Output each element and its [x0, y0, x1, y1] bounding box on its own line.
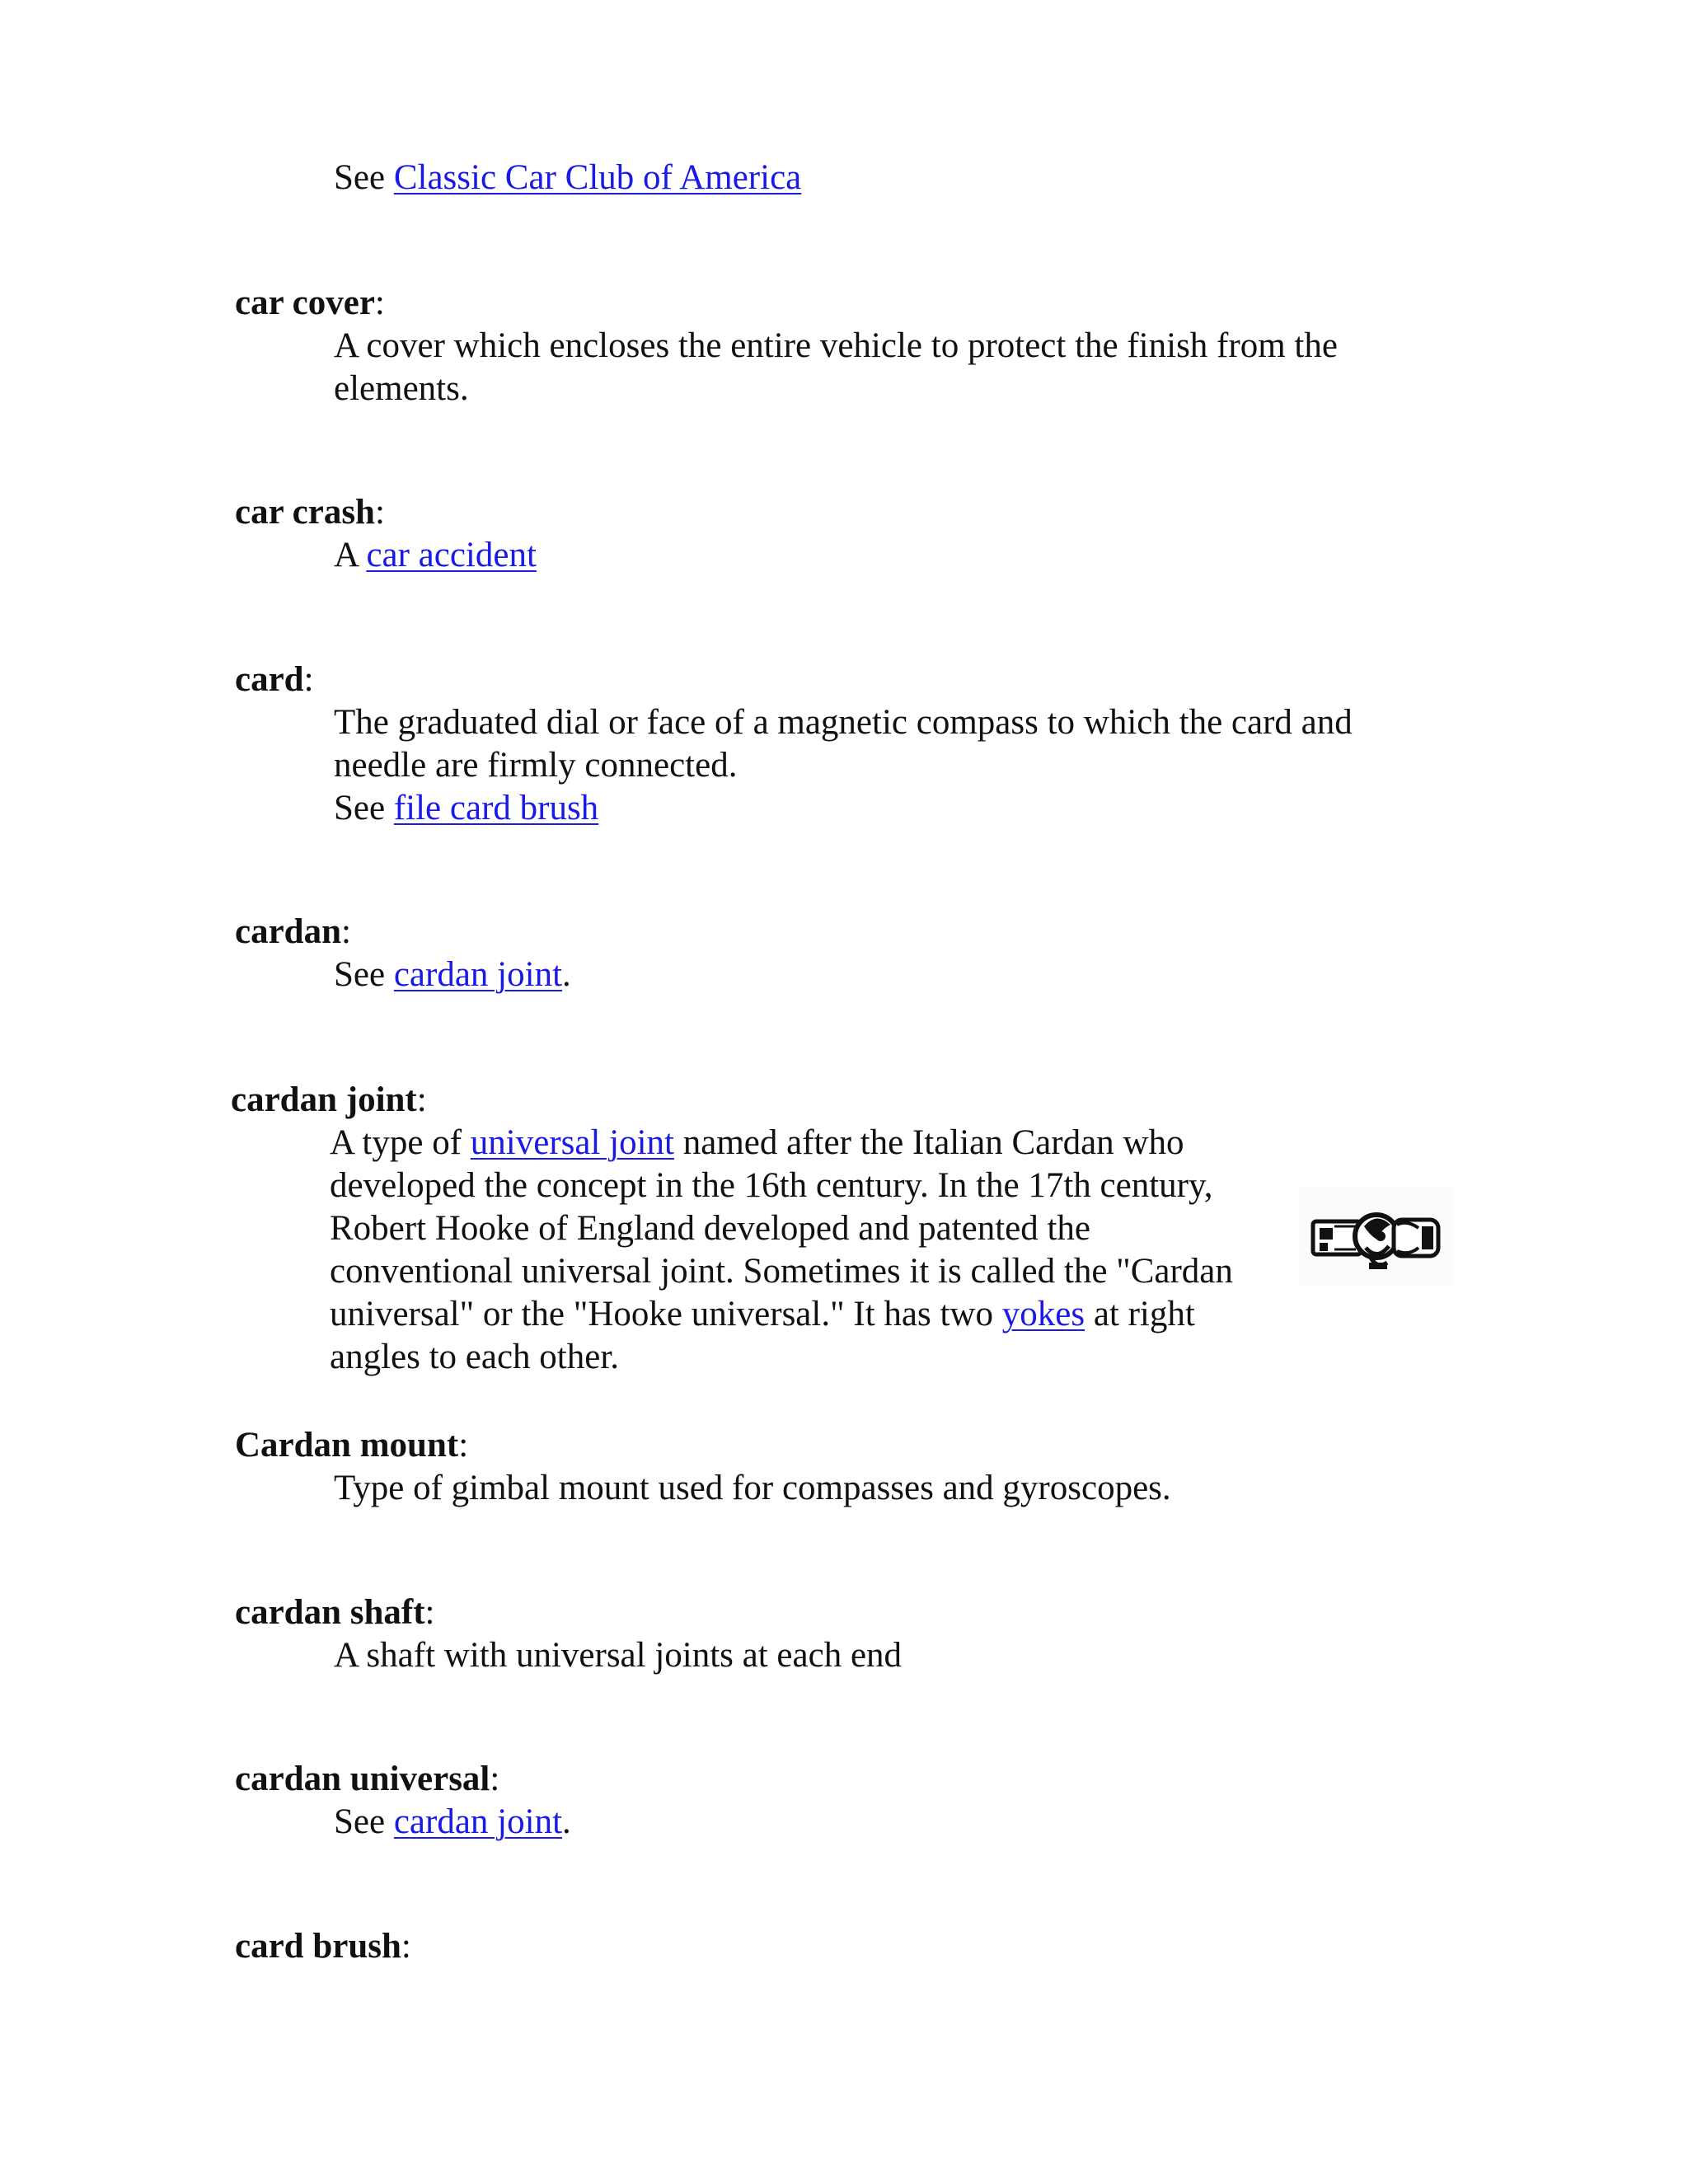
definition-prefix: A [334, 536, 367, 574]
definition-line [330, 1293, 1195, 1336]
term-label: car cover [235, 284, 375, 322]
definition-line: Type of gimbal mount used for compasses and gyroscopes. [334, 1469, 1171, 1507]
car-accident-link[interactable]: car accident [366, 536, 537, 574]
term-colon: : [341, 912, 351, 951]
term-colon: : [303, 660, 314, 699]
definition-line: elements. [334, 369, 469, 408]
universal-joint-link[interactable]: universal joint [470, 1123, 675, 1162]
see-text: See [334, 955, 394, 994]
universal-joint-image [1298, 1187, 1455, 1286]
term-car-crash [235, 491, 385, 534]
term-cardan-joint [231, 1079, 427, 1122]
term-label: cardan universal [235, 1760, 490, 1798]
term-colon: : [490, 1760, 500, 1798]
definition-see-line [334, 787, 598, 830]
universal-joint-icon [1298, 1187, 1455, 1286]
definition-prefix: universal" or the "Hooke universal." It has two [330, 1295, 1002, 1333]
definition-prefix: A type of [330, 1123, 471, 1162]
term-label: car crash [235, 493, 375, 532]
see-text: See [334, 1802, 394, 1841]
definition-line: developed the concept in the 16th century. In the 17th century, [330, 1166, 1213, 1205]
see-text: See [334, 789, 394, 827]
term-colon: : [401, 1927, 411, 1966]
term-cardan-mount [235, 1424, 468, 1467]
definition-line [330, 1122, 1184, 1165]
term-colon: : [374, 493, 385, 532]
term-label: cardan joint [231, 1080, 417, 1119]
term-label: card [235, 660, 304, 699]
definition-line: A cover which encloses the entire vehicle to protect the finish from the [334, 326, 1338, 365]
term-car-cover [235, 282, 385, 325]
term-label: Cardan mount [235, 1426, 459, 1465]
term-cardan-shaft [235, 1591, 435, 1634]
intro-see-line [334, 157, 801, 199]
definition-see-line [334, 954, 571, 996]
term-label: cardan [235, 912, 341, 951]
term-colon: : [458, 1426, 469, 1465]
definition-suffix: at right [1085, 1295, 1195, 1333]
definition-line: angles to each other. [330, 1338, 620, 1376]
definition-line: conventional universal joint. Sometimes it is called the "Cardan [330, 1252, 1233, 1291]
definition-suffix: named after the Italian Cardan who [674, 1123, 1184, 1162]
definition-line: The graduated dial or face of a magnetic compass to which the card and [334, 703, 1353, 742]
period: . [562, 1802, 571, 1841]
file-card-brush-link[interactable]: file card brush [393, 789, 599, 827]
definition-line: needle are firmly connected. [334, 746, 738, 785]
term-card-brush [235, 1925, 411, 1968]
cardan-joint-link[interactable]: cardan joint [393, 955, 563, 994]
term-cardan-universal [235, 1758, 499, 1801]
definition-see-line [334, 1801, 571, 1844]
term-card [235, 658, 314, 701]
yokes-link[interactable]: yokes [1001, 1295, 1085, 1333]
definition-line [334, 534, 537, 577]
term-colon: : [416, 1080, 427, 1119]
term-colon: : [424, 1593, 435, 1632]
term-colon: : [374, 284, 385, 322]
cardan-joint-link[interactable]: cardan joint [393, 1802, 563, 1841]
period: . [562, 955, 571, 994]
term-label: card brush [235, 1927, 401, 1966]
term-cardan [235, 911, 351, 954]
classic-car-club-link[interactable]: Classic Car Club of America [393, 158, 802, 197]
term-label: cardan shaft [235, 1593, 425, 1632]
see-text: See [334, 158, 394, 197]
definition-line: Robert Hooke of England developed and patented the [330, 1209, 1091, 1248]
definition-line: A shaft with universal joints at each end [334, 1636, 903, 1675]
